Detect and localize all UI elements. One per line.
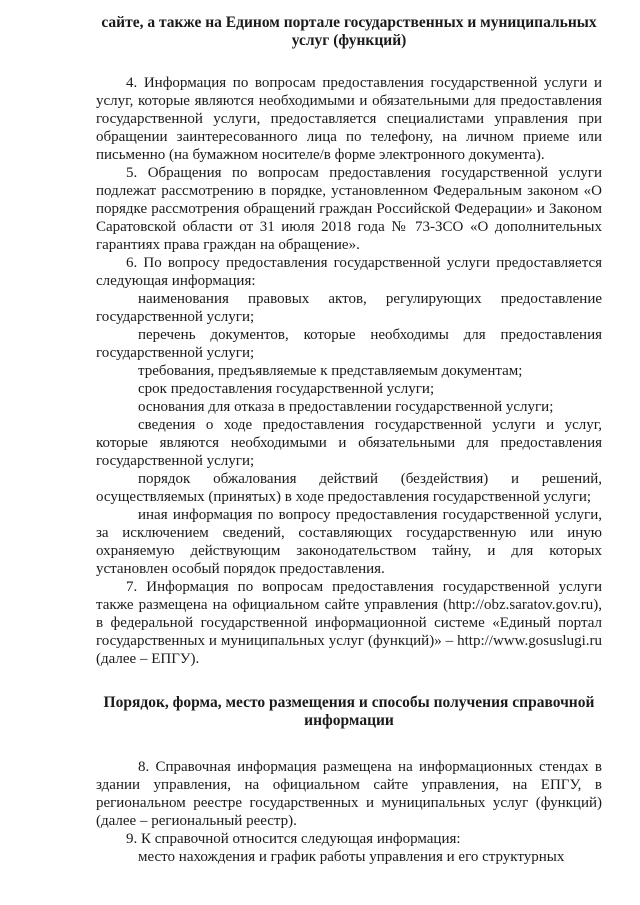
info-list xyxy=(96,290,602,578)
list-item: основания для отказа в предоставлении государственной услуги; xyxy=(138,399,554,415)
paragraph-6: 6. По вопросу предоставления государственной услуги предоставляется следующая информация: xyxy=(96,255,602,289)
list-item: место нахождения и график работы управления и его структурных xyxy=(138,849,565,865)
list-item: наименования правовых актов, регулирующих предоставление государственной услуги; xyxy=(96,291,602,325)
paragraph-9: 9. К справочной относится следующая информация: xyxy=(126,831,461,847)
list-item: срок предоставления государственной услуги; xyxy=(138,381,435,397)
paragraph-4: 4. Информация по вопросам предоставления государственной услуги и услуг, которые являются необходимыми и обязательными для предоставления государственной услуги, предоставляется специалистами управления при обращении заинтересованного лица по телефону, на личном приеме или письменно (на бумажном носителе/в форме электронного документа). xyxy=(96,75,602,163)
paragraph-7: 7. Информация по вопросам предоставления государственной услуги также размещена на официальном сайте управления (http://obz.saratov.gov.ru), в федеральной государственной информационной системе «Единый портал государственных и муниципальных услуг (функций)» – http://www.gosuslugi.ru (далее – ЕПГУ). xyxy=(96,579,602,667)
section-heading-continued: сайте, а также на Едином портале государственных и муниципальных услуг (функций) xyxy=(101,14,597,49)
list-item: иная информация по вопросу предоставления государственной услуги, за исключением сведений, составляющих государственную или иную охраняемую действующим законодательством тайну, и для которых установлен особый порядок предоставления. xyxy=(96,507,602,577)
paragraph-8: 8. Справочная информация размещена на информационных стендах в здании управления, на официальном сайте управления, на ЕПГУ, в региональном реестре государственных и муниципальных услуг (функций) (далее – региональный реестр). xyxy=(96,759,602,829)
list-item: требования, предъявляемые к представляемым документам; xyxy=(138,363,523,379)
list-item: перечень документов, которые необходимы для предоставления государственной услуги; xyxy=(96,327,602,361)
list-item: порядок обжалования действий (бездействия) и решений, осуществляемых (принятых) в ходе предоставления государственной услуги; xyxy=(96,471,602,505)
section-heading-reference-info: Порядок, форма, место размещения и способы получения справочной информации xyxy=(103,694,595,729)
list-item: сведения о ходе предоставления государственной услуги и услуг, которые являются необходимыми и обязательными для предоставления государственной услуги; xyxy=(96,417,602,469)
paragraph-5: 5. Обращения по вопросам предоставления государственной услуги подлежат рассмотрению в порядке, установленном Федеральным законом «О порядке рассмотрения обращений граждан Российской Федерации» и Законом Саратовской области от 31 июля 2018 года № 73-ЗСО «О дополнительных гарантиях права граждан на обращение». xyxy=(96,165,602,253)
